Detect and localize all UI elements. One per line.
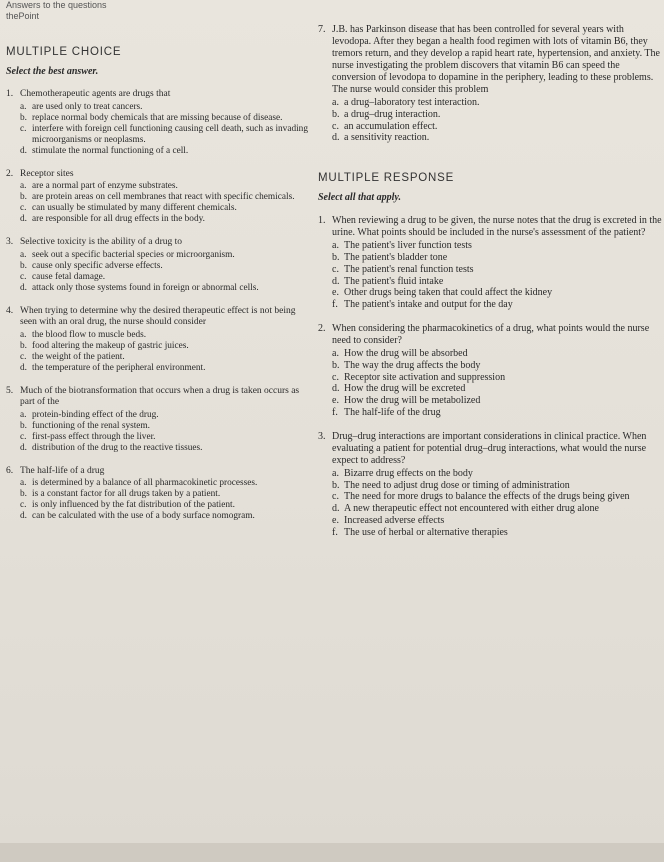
- choice-letter: c.: [20, 203, 27, 213]
- choice-letter: a.: [20, 181, 27, 191]
- choice-text: cause fetal damage.: [32, 271, 106, 282]
- question-stem: [318, 24, 662, 96]
- choice-letter: d.: [20, 442, 27, 453]
- choice-letter: d.: [20, 282, 27, 293]
- page-bottom-edge: [0, 843, 664, 862]
- choice-letter: e.: [332, 287, 339, 299]
- answer-choice[interactable]: [318, 360, 662, 372]
- answer-choice[interactable]: [6, 352, 310, 363]
- choice-text: The patient's renal function tests: [344, 263, 474, 275]
- question-text: Receptor sites: [20, 168, 74, 179]
- choice-text: How the drug will be absorbed: [344, 347, 468, 359]
- choice-text: are responsible for all drug effects in the body.: [32, 214, 205, 224]
- answer-choice[interactable]: [318, 468, 662, 480]
- choice-letter: d.: [332, 383, 340, 395]
- question-number: 5.: [6, 385, 14, 396]
- answer-choice[interactable]: [6, 443, 310, 454]
- left-column: [6, 44, 310, 534]
- question-stem: [6, 306, 310, 329]
- question: [318, 323, 662, 419]
- choice-letter: b.: [332, 108, 340, 120]
- choice-text: distribution of the drug to the reactive tissues.: [32, 442, 203, 453]
- choice-text: The way the drug affects the body: [344, 359, 481, 371]
- answer-choice[interactable]: [6, 214, 310, 225]
- choice-letter: c.: [332, 371, 339, 383]
- choice-list: [318, 97, 662, 144]
- choice-letter: c.: [20, 351, 27, 362]
- answer-choice[interactable]: [318, 97, 662, 109]
- choice-text: The half-life of the drug: [344, 406, 441, 418]
- question-text: Drug–drug interactions are important considerations in clinical practice. When evaluating a patient for potential drug–drug interactions, what would the nurse expect to address?: [332, 430, 647, 466]
- question-text: Much of the biotransformation that occurs when a drug is taken occurs as part of the: [20, 385, 300, 407]
- choice-text: food altering the makeup of gastric juices.: [32, 340, 189, 351]
- question-text: When trying to determine why the desired therapeutic effect is not being seen with an oral drug, the nurse should consider: [20, 305, 296, 327]
- choice-letter: b.: [20, 420, 27, 431]
- question-stem: [6, 386, 310, 409]
- choice-text: The use of herbal or alternative therapies: [344, 526, 508, 538]
- choice-text: How the drug will be metabolized: [344, 395, 481, 407]
- multiple-response-questions: [318, 215, 662, 538]
- choice-text: attack only those systems found in foreign or abnormal cells.: [32, 282, 259, 293]
- choice-text: How the drug will be excreted: [344, 383, 466, 395]
- answer-choice[interactable]: [318, 527, 662, 539]
- choice-text: is a constant factor for all drugs taken by a patient.: [32, 489, 221, 499]
- question-text: The half-life of a drug: [20, 465, 105, 476]
- choice-text: can usually be stimulated by many different chemicals.: [32, 203, 237, 213]
- choice-letter: b.: [20, 260, 27, 271]
- answer-choice[interactable]: [6, 272, 310, 283]
- choice-text: A new therapeutic effect not encountered with either drug alone: [344, 503, 599, 515]
- choice-text: can be calculated with the use of a body surface nomogram.: [32, 511, 255, 521]
- question: [6, 466, 310, 523]
- answer-choice[interactable]: [318, 252, 662, 264]
- instruction-multiple-response: Select all that apply.: [318, 192, 401, 204]
- page-header: [6, 0, 107, 22]
- choice-letter: f.: [332, 526, 338, 538]
- choice-letter: c.: [20, 123, 27, 134]
- question-stem: [318, 323, 662, 347]
- answer-choice[interactable]: [318, 299, 662, 311]
- question-text: When reviewing a drug to be given, the nurse notes that the drug is excreted in the urine. What points should be included in the nurse's assessment of the patient?: [332, 215, 662, 239]
- choice-text: Other drugs being taken that could affect the kidney: [344, 287, 553, 299]
- answer-choice[interactable]: [6, 113, 310, 124]
- choice-letter: f.: [332, 406, 338, 418]
- question-number: 6.: [6, 465, 14, 476]
- question-number: 2.: [318, 322, 326, 334]
- choice-letter: e.: [332, 395, 339, 407]
- answer-choice[interactable]: [6, 330, 310, 341]
- answer-choice[interactable]: [318, 395, 662, 407]
- choice-text: stimulate the normal functioning of a cell.: [32, 145, 189, 156]
- choice-list: [6, 102, 310, 157]
- choice-letter: b.: [20, 340, 27, 351]
- choice-letter: c.: [332, 491, 339, 503]
- answer-choice[interactable]: [6, 124, 310, 146]
- choice-letter: d.: [20, 214, 27, 224]
- choice-letter: a.: [332, 347, 339, 359]
- choice-text: is only influenced by the fat distribution of the patient.: [32, 500, 235, 510]
- choice-text: The patient's bladder tone: [344, 251, 448, 263]
- question-7: [318, 24, 662, 144]
- answer-choice[interactable]: [6, 283, 310, 294]
- choice-list: [6, 478, 310, 522]
- choice-text: protein-binding effect of the drug.: [32, 409, 159, 420]
- question: [6, 386, 310, 454]
- answer-choice[interactable]: [318, 276, 662, 288]
- choice-letter: b.: [20, 192, 27, 202]
- choice-letter: d.: [20, 511, 27, 521]
- question-stem: [6, 237, 310, 249]
- answer-choice[interactable]: [6, 421, 310, 432]
- answer-choice[interactable]: [6, 410, 310, 421]
- choice-letter: a.: [332, 240, 339, 252]
- answer-choice[interactable]: [318, 264, 662, 276]
- question: [6, 169, 310, 226]
- choice-text: Receptor site activation and suppression: [344, 371, 506, 383]
- answer-choice[interactable]: [318, 287, 662, 299]
- choice-text: seek out a specific bacterial species or microorganism.: [32, 249, 235, 260]
- choice-text: The patient's liver function tests: [344, 240, 472, 252]
- section-title-multiple-response: MULTIPLE RESPONSE: [318, 172, 455, 185]
- answer-choice[interactable]: [318, 109, 662, 121]
- answer-choice[interactable]: [6, 261, 310, 272]
- answer-choice[interactable]: [6, 511, 310, 522]
- choice-text: a sensitivity reaction.: [344, 132, 430, 144]
- question-text: Chemotherapeutic agents are drugs that: [20, 89, 171, 99]
- choice-letter: b.: [332, 251, 340, 263]
- choice-letter: e.: [332, 514, 339, 526]
- choice-letter: c.: [20, 271, 27, 282]
- choice-letter: d.: [332, 275, 340, 287]
- question-number: 7.: [318, 24, 326, 35]
- choice-letter: c.: [332, 263, 339, 275]
- answer-choice[interactable]: [6, 146, 310, 157]
- choice-letter: b.: [20, 112, 27, 123]
- question-number: 2.: [6, 168, 14, 179]
- question-stem: [318, 431, 662, 467]
- choice-list: [6, 410, 310, 454]
- header-line-1: Answers to the questions: [6, 0, 107, 10]
- choice-letter: d.: [332, 503, 340, 515]
- choice-text: Increased adverse effects: [344, 514, 445, 526]
- choice-text: cause only specific adverse effects.: [32, 260, 163, 271]
- answer-choice[interactable]: [6, 102, 310, 113]
- choice-text: are used only to treat cancers.: [32, 101, 143, 112]
- choice-letter: b.: [332, 479, 340, 491]
- answer-choice[interactable]: [6, 250, 310, 261]
- answer-choice[interactable]: [318, 121, 662, 133]
- answer-choice[interactable]: [6, 203, 310, 214]
- answer-choice[interactable]: [318, 491, 662, 503]
- choice-text: a drug–laboratory test interaction.: [344, 97, 480, 108]
- choice-list: [6, 250, 310, 294]
- question: [6, 237, 310, 294]
- choice-text: a drug–drug interaction.: [344, 108, 441, 120]
- answer-choice[interactable]: [318, 383, 662, 395]
- question-text: J.B. has Parkinson disease that has been controlled for several years with levodopa. After they began a health food regimen with lots of vitamin B6, they tremors return, and they develop a rapid heart rate, hypertension, and anxiety. The nurse investigating the problem discovers that vitamin B6 can speed the conversion of levodopa to dopamine in the periphery, leading to these problems. The nurse would consider this problem: [332, 24, 660, 95]
- answer-choice[interactable]: [6, 500, 310, 511]
- choice-text: are protein areas on cell membranes that react with specific chemicals.: [32, 192, 295, 202]
- choice-letter: f.: [332, 299, 338, 311]
- choice-letter: d.: [20, 362, 27, 373]
- question: [318, 215, 662, 311]
- choice-letter: a.: [20, 249, 27, 260]
- answer-choice[interactable]: [318, 372, 662, 384]
- answer-choice[interactable]: [6, 341, 310, 352]
- question-stem: [6, 466, 310, 478]
- right-column: [318, 4, 662, 551]
- answer-choice[interactable]: [318, 515, 662, 527]
- choice-list: [318, 240, 662, 311]
- choice-text: The need to adjust drug dose or timing of administration: [344, 479, 570, 491]
- instruction-multiple-choice: Select the best answer.: [6, 66, 99, 77]
- question-text: Selective toxicity is the ability of a drug to: [20, 237, 182, 247]
- question-stem: [318, 215, 662, 239]
- choice-list: [318, 348, 662, 419]
- question-number: 1.: [6, 89, 14, 99]
- answer-choice[interactable]: [6, 181, 310, 192]
- choice-letter: a.: [20, 409, 27, 420]
- choice-text: The patient's fluid intake: [344, 275, 444, 287]
- question-number: 3.: [318, 430, 326, 442]
- choice-letter: c.: [332, 120, 339, 132]
- answer-choice[interactable]: [318, 348, 662, 360]
- choice-letter: c.: [20, 431, 27, 442]
- question-number: 4.: [6, 305, 14, 316]
- question-number: 1.: [318, 215, 326, 227]
- choice-letter: d.: [332, 132, 340, 144]
- choice-text: the blood flow to muscle beds.: [32, 329, 147, 340]
- choice-letter: a.: [20, 329, 27, 340]
- question-stem: [6, 89, 310, 101]
- choice-letter: a.: [20, 101, 27, 112]
- question: [6, 306, 310, 374]
- question-number: 3.: [6, 237, 14, 247]
- choice-text: the weight of the patient.: [32, 351, 125, 362]
- choice-text: are a normal part of enzyme substrates.: [32, 181, 178, 191]
- choice-text: functioning of the renal system.: [32, 420, 150, 431]
- header-line-2: thePoint: [6, 11, 40, 21]
- answer-choice[interactable]: [318, 407, 662, 419]
- choice-text: is determined by a balance of all pharmacokinetic processes.: [32, 478, 258, 488]
- choice-text: interfere with foreign cell functioning causing cell death, such as invading microorganisms or neoplasms.: [32, 123, 308, 145]
- choice-letter: a.: [20, 478, 27, 488]
- choice-text: replace normal body chemicals that are missing because of disease.: [32, 112, 283, 123]
- multiple-choice-questions: [6, 89, 310, 522]
- choice-letter: a.: [332, 467, 339, 479]
- choice-text: first-pass effect through the liver.: [32, 431, 156, 442]
- question-text: When considering the pharmacokinetics of a drug, what points would the nurse need to consider?: [332, 322, 650, 346]
- question-stem: [6, 169, 310, 181]
- answer-choice[interactable]: [318, 503, 662, 515]
- answer-choice[interactable]: [318, 132, 662, 144]
- section-title-multiple-choice: MULTIPLE CHOICE: [6, 46, 122, 58]
- answer-choice[interactable]: [6, 363, 310, 374]
- answer-choice[interactable]: [6, 432, 310, 443]
- choice-text: Bizarre drug effects on the body: [344, 467, 473, 479]
- choice-letter: d.: [20, 145, 27, 156]
- choice-list: [6, 330, 310, 374]
- answer-choice[interactable]: [6, 478, 310, 489]
- choice-letter: a.: [332, 97, 339, 108]
- answer-choice[interactable]: [6, 192, 310, 203]
- choice-text: an accumulation effect.: [344, 120, 438, 132]
- choice-text: The need for more drugs to balance the effects of the drugs being given: [344, 491, 630, 503]
- answer-choice[interactable]: [318, 480, 662, 492]
- answer-choice[interactable]: [6, 489, 310, 500]
- choice-text: the temperature of the peripheral environment.: [32, 362, 206, 373]
- question: [6, 89, 310, 157]
- answer-choice[interactable]: [318, 240, 662, 252]
- question: [318, 431, 662, 539]
- question: [318, 24, 662, 144]
- choice-list: [6, 181, 310, 225]
- choice-list: [318, 468, 662, 539]
- choice-text: The patient's intake and output for the day: [344, 299, 513, 311]
- choice-letter: c.: [20, 500, 27, 510]
- choice-letter: b.: [20, 489, 27, 499]
- choice-letter: b.: [332, 359, 340, 371]
